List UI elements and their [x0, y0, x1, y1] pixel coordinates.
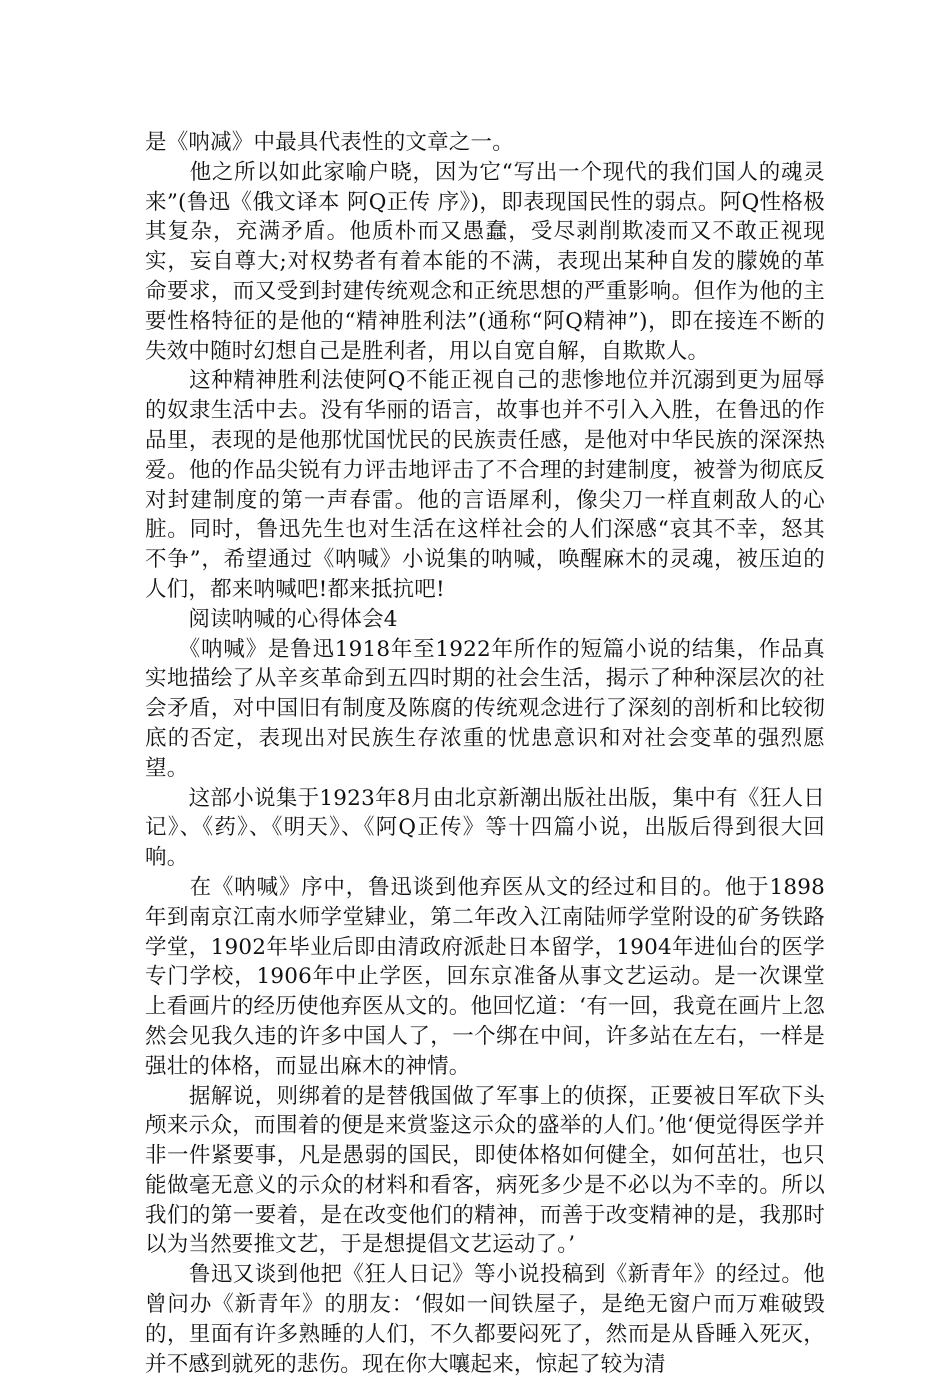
paragraph-ah-q-character: 他之所以如此家喻户晓，因为它“写出一个现代的我们国人的魂灵来”(鲁迅《俄文译本 阿Q正传 序》)，即表现国民性的弱点。阿Q性格极其复杂，充满矛盾。他质朴而又愚蠢，受尽剥削欺凌而又不敢正视现实，妄自尊大;对权势者有着本能的不满，表现出某种自发的朦娩的革命要求，而又受到封建传统观念和正统思想的严重影响。但作为他的主要性格特征的是他的“精神胜利法”(通称“阿Q精神”)，即在接连不断的失效中随时幻想自己是胜利者，用以自宽自解，自欺欺人。 [145, 159, 825, 364]
paragraph-nahan-overview: 《呐喊》是鲁迅1918年至1922年所作的短篇小说的结集，作品真实地描绘了从辛亥革命到五四时期的社会生活，揭示了种种深层次的社会矛盾，对中国旧有制度及陈腐的传统观念进行了深刻的剖析和比较彻底的否定，表现出对民族生存浓重的忧患意识和对社会变革的强烈愿望。 [145, 636, 825, 781]
section-heading: 阅读呐喊的心得体会4 [145, 606, 398, 632]
paragraph-intro-fragment: 是《呐减》中最具代表性的文章之一。 [145, 130, 514, 155]
paragraph-publication: 这部小说集于1923年8月由北京新潮出版社出版，集中有《狂人日记》、《药》、《明天》、《阿Q正传》等十四篇小说，出版后得到很大回响。 [145, 785, 825, 871]
paragraph-new-youth: 鲁迅又谈到他把《狂人日记》等小说投稿到《新青年》的经过。他曾问办《新青年》的朋友：‘假如一间铁屋子，是绝无窗户而万难破毁的，里面有许多熟睡的人们，不久都要闷死了，然而是从昏睡入死灭，并不感到就死的悲伤。现在你大嚷起来，惊起了较为清 [145, 1262, 825, 1377]
document-page [145, 128, 825, 1379]
paragraph-explanation: 据解说，则绑着的是替俄国做了军事上的侦探，正要被日军砍下头颅来示众，而围着的便是来赏鉴这示众的盛举的人们。’他‘便觉得医学并非一件紧要事，凡是愚弱的国民，即使体格如何健全，如何茁壮，也只能做毫无意义的示众的材料和看客，病死多少是不必以为不幸的。所以我们的第一要着，是在改变他们的精神，而善于改变精神的是，我那时以为当然要推文艺，于是想提倡文艺运动了。’ [145, 1083, 825, 1258]
paragraph-preface: 在《呐喊》序中，鲁迅谈到他弃医从文的经过和目的。他于1898年到南京江南水师学堂肄业，第二年改入江南陆师学堂附设的矿务铁路学堂，1902年毕业后即由清政府派赴日本留学，1904年进仙台的医学专门学校，1906年中止学医，回东京准备从事文艺运动。是一次课堂上看画片的经历使他弃医从文的。他回忆道：‘有一回，我竟在画片上忽然会见我久违的许多中国人了，一个绑在中间，许多站在左右，一样是强壮的体格，而显出麻木的神情。 [145, 874, 825, 1079]
paragraph-spiritual-victory: 这种精神胜利法使阿Q不能正视自己的悲惨地位并沉溺到更为屈辱的奴隶生活中去。没有华丽的语言，故事也并不引入入胜，在鲁迅的作品里，表现的是他那忧国忧民的民族责任感，是他对中华民族的深深热爱。他的作品尖锐有力评击地评击了不合理的封建制度，被誉为彻底反对封建制度的第一声春雷。他的言语犀利，像尖刀一样直刺敌人的心脏。同时，鲁迅先生也对生活在这样社会的人们深感“哀其不幸，怒其不争”，希望通过《呐喊》小说集的呐喊，唤醒麻木的灵魂，被压迫的人们，都来呐喊吧!都来抵抗吧! [145, 368, 825, 602]
